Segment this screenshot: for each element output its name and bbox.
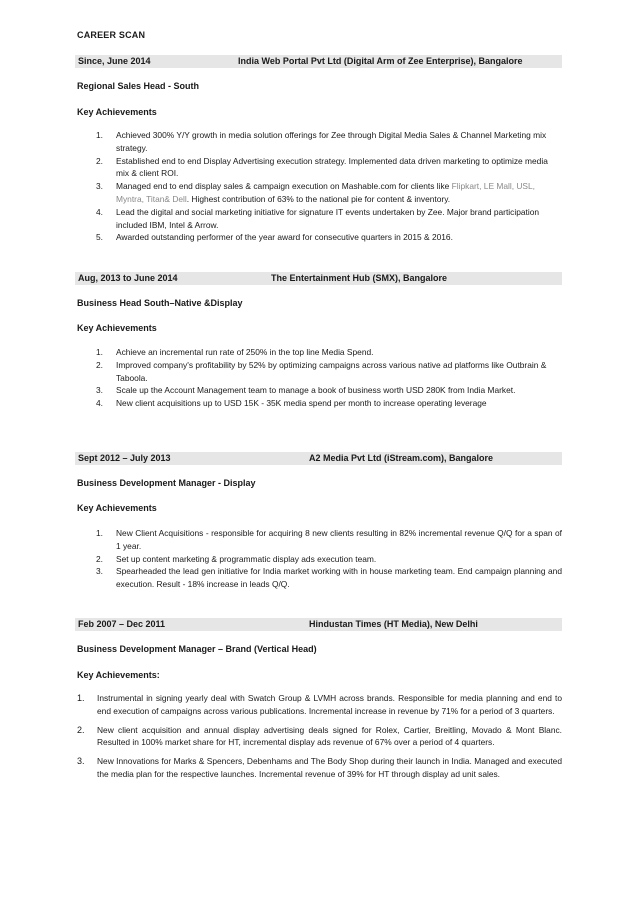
section-title: CAREER SCAN (77, 30, 146, 40)
list-item: 2. Established end to end Display Advertising execution strategy. Implemented data driven marketing to optimize media mix & client ROI. (96, 155, 548, 179)
job-role: Business Development Manager – Brand (Vertical Head) (77, 644, 317, 654)
list-item: 2. Set up content marketing & programmatic display ads execution team. (96, 553, 377, 564)
job-company: Hindustan Times (HT Media), New Delhi (309, 619, 478, 629)
list-item: 1. Achieved 300% Y/Y growth in media solution offerings for Zee through Digital Media Sales & Channel Marketing mix strategy. (96, 130, 547, 153)
job-period: Sept 2012 – July 2013 (78, 453, 171, 463)
list-item: 1. Instrumental in signing yearly deal with Swatch Group & LVMH across brands. Responsible for media planning and end to end execution of campaigns across various publications. Incremental increase in revenue by 71% for a period of 3 quarters. (77, 693, 562, 716)
job-period: Feb 2007 – Dec 2011 (78, 619, 166, 629)
job-company: A2 Media Pvt Ltd (iStream.com), Bangalore (309, 453, 494, 463)
achievement-list (96, 346, 562, 410)
list-item: 4. New client acquisitions up to USD 15K - 35K media spend per month to increase operating leverage (96, 398, 487, 409)
job-period: Aug, 2013 to June 2014 (78, 273, 178, 283)
list-item: 3. New Innovations for Marks & Spencers, Debenhams and The Body Shop during their launch in India. Managed and executed the media plan for the respective launches. Incremental revenue of 39% for HT through display ad unit sales. (77, 756, 562, 779)
job-period: Since, June 2014 (78, 56, 151, 66)
job-role: Business Development Manager - Display (77, 478, 256, 488)
job-role: Business Head South–Native &Display (77, 298, 243, 308)
key-achievements-label: Key Achievements (77, 323, 157, 333)
key-achievements-label: Key Achievements (77, 107, 157, 117)
achievement-list (77, 692, 562, 787)
job-header-bar (75, 272, 562, 285)
list-item: 3. Scale up the Account Management team to manage a book of business worth USD 280K from India Market. (96, 385, 516, 396)
key-achievements-label: Key Achievements (77, 503, 157, 513)
achievement-list (96, 129, 562, 244)
job-header-bar (75, 452, 562, 465)
job-header-bar (75, 55, 562, 68)
list-item: 5. Awarded outstanding performer of the year award for consecutive quarters in 2015 & 2016. (96, 232, 453, 243)
list-item: 1. New Client Acquisitions - responsible for acquiring 8 new clients resulting in 82% incremental revenue Q/Q for a span of 1 year. (96, 528, 562, 551)
job-company: The Entertainment Hub (SMX), Bangalore (271, 273, 448, 283)
job-header-bar (75, 618, 562, 631)
list-item: 1. Achieve an incremental run rate of 250% in the top line Media Spend. (96, 347, 374, 357)
list-item: 4. Lead the digital and social marketing initiative for signature IT events undertaken by Zee. Major brand participation included IBM, Intel & Arrow. (96, 206, 540, 230)
list-item: 3. Spearheaded the lead gen initiative for India market working with in house marketing team. End campaign planning and execution. Result - 18% increase in leads Q/Q. (96, 566, 562, 590)
list-item: 2. New client acquisition and annual display advertising deals signed for Rolex, Cartier, Breitling, Movado & Mont Blanc. Resulted in 100% market share for HT, incremental display ads revenue of 67% over a period of 4 quarters. (77, 724, 562, 748)
key-achievements-label: Key Achievements: (77, 670, 160, 680)
list-item: 2. Improved company's profitability by 52% by optimizing campaigns across various native ad platforms like Outbrain & Taboola. (96, 359, 547, 383)
achievement-list (96, 527, 562, 591)
list-item: 3. Managed end to end display sales & campaign execution on Mashable.com for clients like Flipkart, LE Mall, USL, Myntra, Titan& Dell. Highest contribution of 63% to the national pie for content & inventory. (96, 181, 535, 204)
job-company: India Web Portal Pvt Ltd (Digital Arm of Zee Enterprise), Bangalore (238, 56, 523, 66)
job-role: Regional Sales Head - South (77, 81, 200, 91)
